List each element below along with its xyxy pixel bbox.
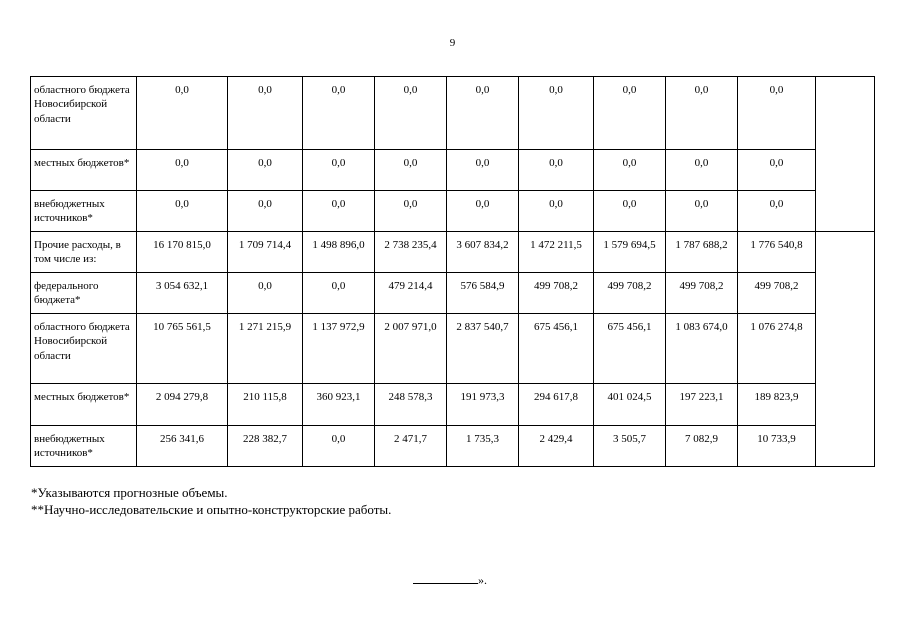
table-cell: 499 708,2	[666, 273, 738, 314]
table-cell: 0,0	[738, 191, 816, 232]
table-cell: 0,0	[303, 426, 375, 467]
table-cell: 0,0	[594, 150, 666, 191]
table-cell: 1 076 274,8	[738, 314, 816, 384]
budget-table	[30, 76, 875, 467]
row-label: внебюджетных источников*	[31, 426, 137, 467]
table-cell: 1 472 211,5	[519, 232, 594, 273]
table-cell: 0,0	[519, 191, 594, 232]
table-cell: 0,0	[228, 77, 303, 150]
table-cell: 0,0	[303, 191, 375, 232]
table-cell: 248 578,3	[375, 384, 447, 426]
table-cell: 0,0	[738, 77, 816, 150]
table-cell: 2 738 235,4	[375, 232, 447, 273]
row-label: областного бюджета Новосибирской области	[31, 77, 137, 150]
table-cell: 0,0	[303, 273, 375, 314]
table-cell: 0,0	[137, 150, 228, 191]
table-cell: 197 223,1	[666, 384, 738, 426]
table-row	[31, 384, 875, 426]
table-cell: 0,0	[447, 191, 519, 232]
row-label: местных бюджетов*	[31, 150, 137, 191]
table-cell: 401 024,5	[594, 384, 666, 426]
table-cell: 0,0	[375, 77, 447, 150]
footnote-forecast: *Указываются прогнозные объемы.	[31, 485, 228, 500]
table-cell: 0,0	[594, 77, 666, 150]
table-cell: 16 170 815,0	[137, 232, 228, 273]
row-label: Прочие расходы, в том числе из:	[31, 232, 137, 273]
table-cell: 1 271 215,9	[228, 314, 303, 384]
table-cell: 191 973,3	[447, 384, 519, 426]
page-number: 9	[449, 37, 456, 49]
table-cell: 0,0	[375, 191, 447, 232]
table-cell: 10 733,9	[738, 426, 816, 467]
table-cell: 0,0	[738, 150, 816, 191]
empty-merged-cell	[816, 77, 875, 232]
row-label: федерального бюджета*	[31, 273, 137, 314]
table-cell: 0,0	[666, 150, 738, 191]
table-cell: 1 579 694,5	[594, 232, 666, 273]
closing-mark	[413, 572, 487, 588]
empty-merged-cell	[816, 232, 875, 467]
table-cell: 0,0	[666, 77, 738, 150]
table-cell: 1 083 674,0	[666, 314, 738, 384]
table-cell: 0,0	[228, 273, 303, 314]
blank-underline	[413, 572, 478, 584]
table-cell: 0,0	[519, 150, 594, 191]
table-cell: 0,0	[519, 77, 594, 150]
table-row	[31, 273, 875, 314]
table-row	[31, 77, 875, 150]
table-cell: 3 505,7	[594, 426, 666, 467]
table-cell: 1 787 688,2	[666, 232, 738, 273]
table-cell: 2 429,4	[519, 426, 594, 467]
table-row	[31, 191, 875, 232]
table-cell: 2 837 540,7	[447, 314, 519, 384]
table-cell: 1 709 714,4	[228, 232, 303, 273]
table-cell: 294 617,8	[519, 384, 594, 426]
table-cell: 0,0	[447, 150, 519, 191]
table-cell: 0,0	[303, 150, 375, 191]
table-cell: 499 708,2	[594, 273, 666, 314]
table-cell: 0,0	[666, 191, 738, 232]
table-cell: 189 823,9	[738, 384, 816, 426]
table-cell: 2 094 279,8	[137, 384, 228, 426]
table-cell: 2 007 971,0	[375, 314, 447, 384]
row-label: местных бюджетов*	[31, 384, 137, 426]
table-cell: 1 776 540,8	[738, 232, 816, 273]
table-cell: 576 584,9	[447, 273, 519, 314]
closing-quote: ».	[478, 573, 487, 587]
table-cell: 1 498 896,0	[303, 232, 375, 273]
table-cell: 675 456,1	[594, 314, 666, 384]
table-cell: 675 456,1	[519, 314, 594, 384]
table-cell: 228 382,7	[228, 426, 303, 467]
table-cell: 0,0	[594, 191, 666, 232]
table-cell: 479 214,4	[375, 273, 447, 314]
table-cell: 0,0	[137, 191, 228, 232]
table-cell: 2 471,7	[375, 426, 447, 467]
table-row	[31, 314, 875, 384]
table-row	[31, 150, 875, 191]
table-cell: 499 708,2	[519, 273, 594, 314]
table-cell: 256 341,6	[137, 426, 228, 467]
table-cell: 499 708,2	[738, 273, 816, 314]
table-cell: 0,0	[137, 77, 228, 150]
table-cell: 1 735,3	[447, 426, 519, 467]
table-cell: 10 765 561,5	[137, 314, 228, 384]
table-row	[31, 232, 875, 273]
table-cell: 0,0	[228, 191, 303, 232]
table-cell: 360 923,1	[303, 384, 375, 426]
footnotes	[31, 484, 391, 518]
row-label: областного бюджета Новосибирской области	[31, 314, 137, 384]
table-cell: 3 054 632,1	[137, 273, 228, 314]
table-cell: 0,0	[447, 77, 519, 150]
table-cell: 1 137 972,9	[303, 314, 375, 384]
table-cell: 3 607 834,2	[447, 232, 519, 273]
table-row	[31, 426, 875, 467]
footnote-rnd: **Научно-исследовательские и опытно-конструкторские работы.	[31, 502, 392, 517]
table-cell: 0,0	[228, 150, 303, 191]
row-label: внебюджетных источников*	[31, 191, 137, 232]
table-cell: 0,0	[375, 150, 447, 191]
table-cell: 0,0	[303, 77, 375, 150]
table-cell: 210 115,8	[228, 384, 303, 426]
table-cell: 7 082,9	[666, 426, 738, 467]
